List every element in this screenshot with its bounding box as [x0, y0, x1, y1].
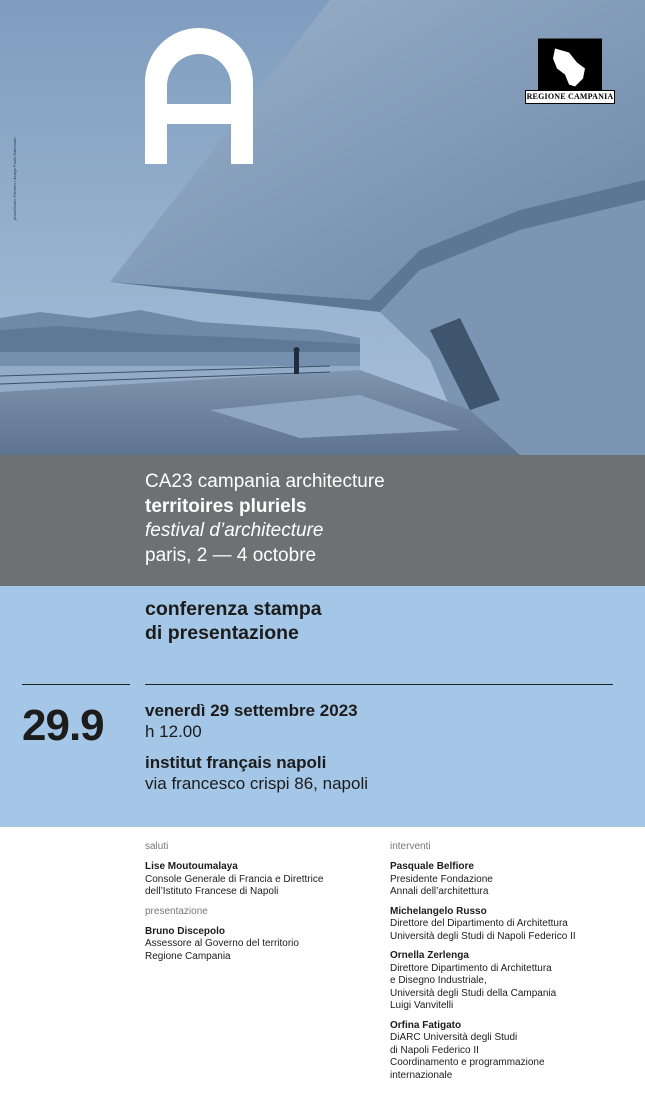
press-title-line1: conferenza stampa	[145, 598, 322, 620]
speaker-role-line: e Disegno Industriale,	[390, 975, 487, 986]
regione-campania-label: REGIONE CAMPANIA	[525, 90, 615, 104]
interventi-heading: interventi	[390, 841, 431, 852]
photo-credit: photoShobo Ferreira / design Paolo Raimondo	[12, 137, 17, 220]
speaker-role-line: Assessore al Governo del territorio	[145, 938, 299, 949]
speakers-left-column	[145, 841, 375, 970]
festival-band	[0, 455, 645, 586]
address: via francesco crispi 86, napoli	[145, 774, 369, 793]
festival-subtitle: festival d’architecture	[145, 520, 324, 541]
speaker-name: Orfina Fatigato	[390, 1019, 462, 1031]
speaker-role-line: Università degli Studi della Campania	[390, 987, 557, 999]
hero-photo	[0, 0, 645, 455]
speaker-role-line: Regione Campania	[145, 950, 231, 962]
speaker-role-line: Università degli Studi di Napoli Federico II	[390, 930, 576, 942]
festival-title: territoires pluriels	[145, 495, 307, 517]
speakers-right-column	[390, 841, 630, 1089]
press-title-line2: di presentazione	[145, 621, 299, 644]
speaker-role-line: Direttore del Dipartimento di Architettura	[390, 918, 568, 929]
speaker-name: Pasquale Belfiore	[390, 861, 474, 872]
speaker-role-line: dell’Istituto Francese di Napoli	[145, 886, 279, 897]
speaker	[390, 1020, 630, 1083]
time: h 12.00	[145, 722, 202, 741]
ca-logo	[145, 28, 253, 164]
saluti-heading: saluti	[145, 841, 169, 852]
festival-dates: paris, 2 — 4 octobre	[145, 544, 317, 566]
divider-left	[22, 684, 130, 685]
presentazione-heading: presentazione	[145, 905, 208, 917]
divider-right	[145, 684, 613, 685]
date-long: venerdì 29 settembre 2023	[145, 701, 358, 720]
speaker	[145, 861, 375, 899]
press-conference-band	[0, 586, 645, 827]
speaker-role-line: Luigi Vanvitelli	[390, 1000, 454, 1011]
speaker	[390, 906, 630, 944]
speaker-role-line: DiARC Università degli Studi	[390, 1032, 518, 1043]
speaker-role-line: Console Generale di Francia e Direttrice	[145, 873, 324, 885]
speaker-name: Ornella Zerlenga	[390, 950, 469, 961]
speaker-role-line: internazionale	[390, 1069, 453, 1081]
speaker	[145, 926, 375, 964]
festival-series: CA23 campania architecture	[145, 471, 385, 492]
speaker	[390, 950, 630, 1013]
speaker-name: Bruno Discepolo	[145, 925, 226, 937]
speaker	[390, 861, 630, 899]
speaker-role-line: Annali dell’architettura	[390, 886, 489, 897]
date-short: 29.9	[22, 701, 104, 750]
speaker-name: Lise Moutoumalaya	[145, 861, 238, 872]
speakers-section	[0, 827, 645, 1116]
press-details	[145, 700, 368, 794]
venue: institut français napoli	[145, 753, 327, 772]
speaker-role-line: Presidente Fondazione	[390, 873, 493, 885]
speaker-role-line: Coordinamento e programmazione	[390, 1057, 545, 1068]
speaker-name: Michelangelo Russo	[390, 905, 487, 917]
press-title	[145, 598, 322, 645]
speaker-role-line: Direttore Dipartimento di Architettura	[390, 962, 552, 974]
speaker-role-line: di Napoli Federico II	[390, 1044, 479, 1056]
